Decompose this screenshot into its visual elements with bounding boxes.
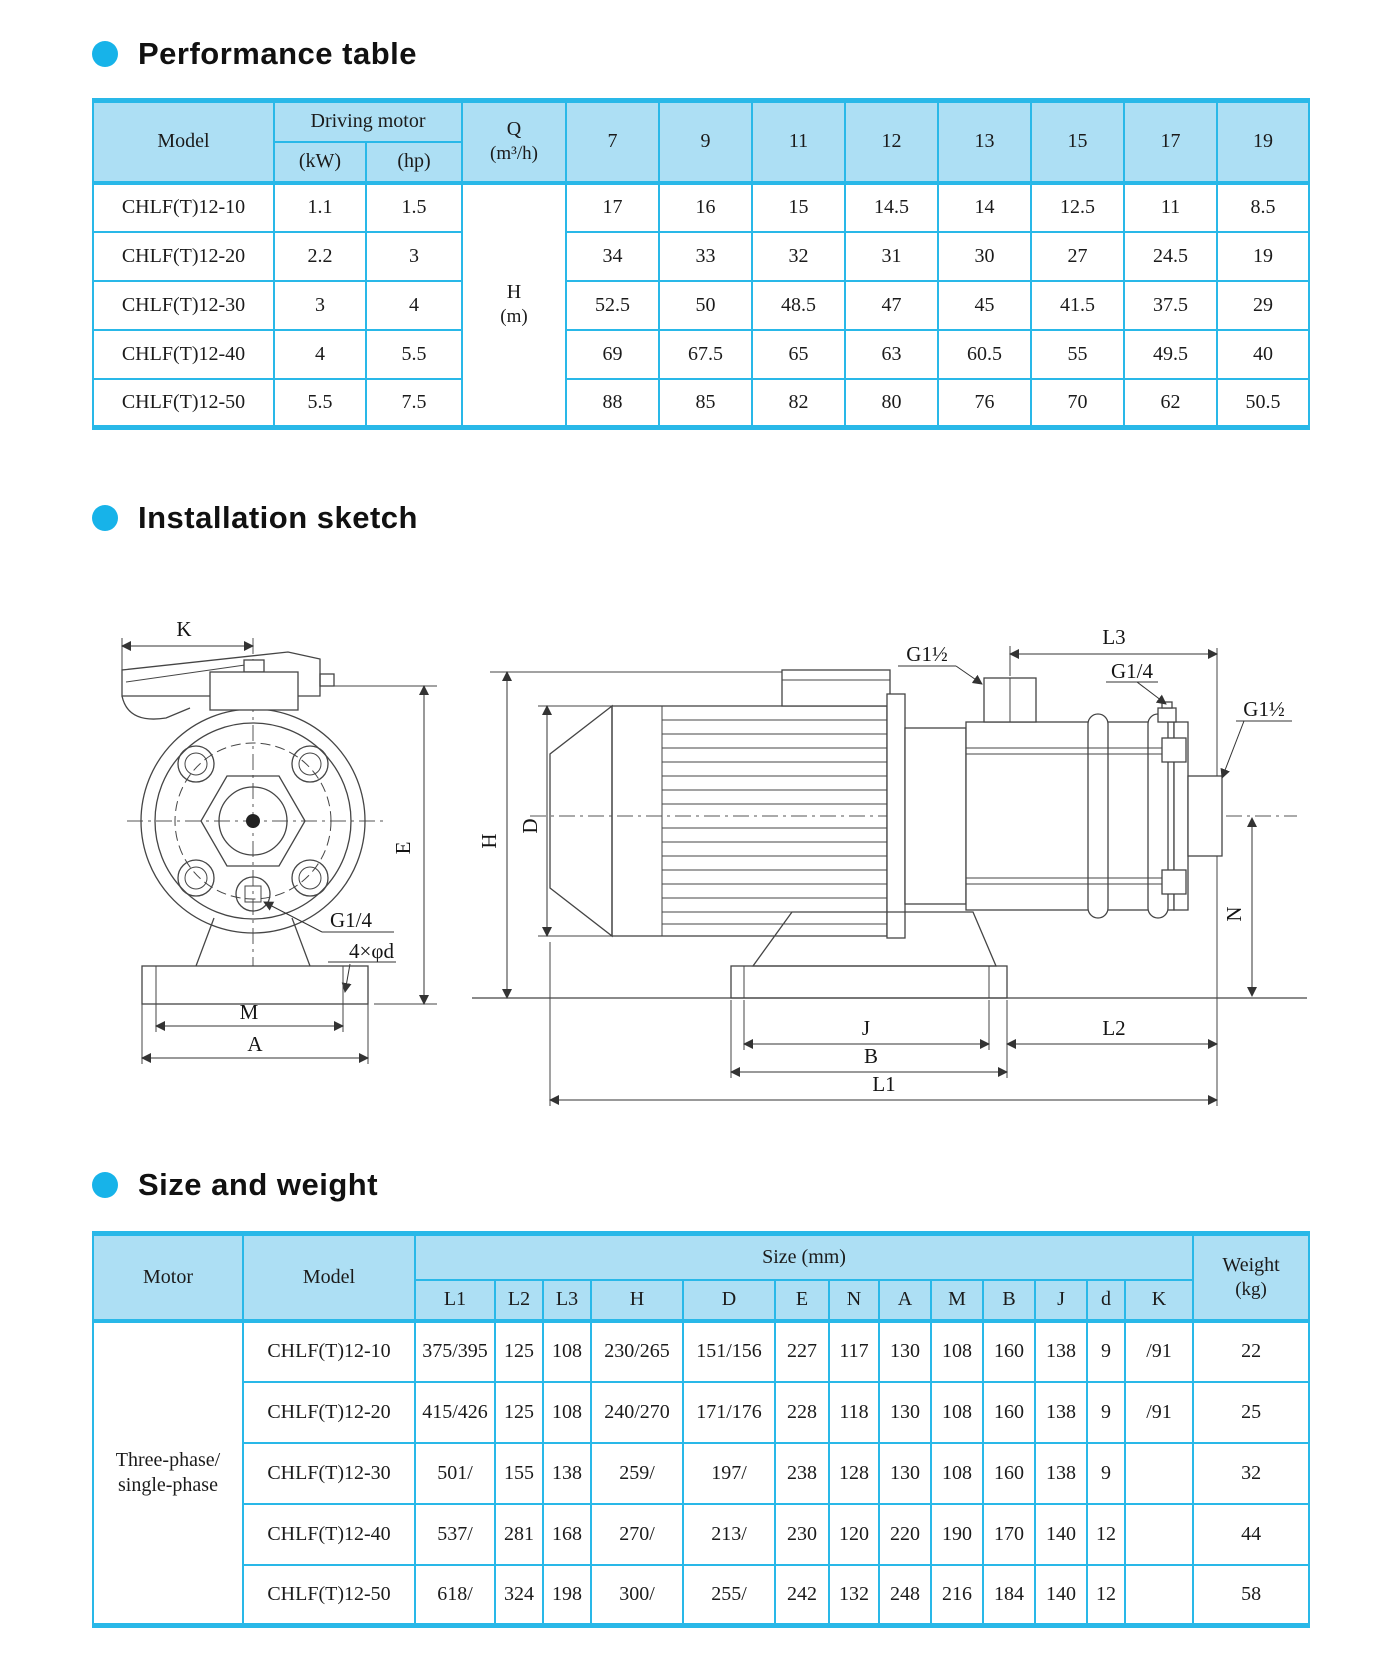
size-cell: 230/265	[591, 1321, 683, 1382]
head-cell: 88	[566, 379, 659, 428]
col-header-weight	[1193, 1234, 1309, 1321]
size-cell: 248	[879, 1565, 931, 1626]
head-cell: 50.5	[1217, 379, 1309, 428]
col-header-motor: Motor	[93, 1234, 243, 1321]
size-cell: 375/395	[415, 1321, 495, 1382]
col-header-flow: 19	[1217, 101, 1309, 183]
size-cell: /91	[1125, 1382, 1193, 1443]
head-cell: 14.5	[845, 183, 938, 232]
kw-cell: 2.2	[274, 232, 366, 281]
head-cell: 60.5	[938, 330, 1031, 379]
size-cell: 238	[775, 1443, 829, 1504]
size-cell: 130	[879, 1321, 931, 1382]
size-cell: 160	[983, 1443, 1035, 1504]
size-cell: 140	[1035, 1565, 1087, 1626]
dim-label-g14-side: G1/4	[1111, 659, 1153, 683]
col-header-flow: 11	[752, 101, 845, 183]
size-cell: 9	[1087, 1382, 1125, 1443]
dim-label-k: K	[176, 617, 192, 641]
dim-label-d: D	[518, 818, 542, 834]
size-cell: 230	[775, 1504, 829, 1565]
size-cell: 108	[931, 1321, 983, 1382]
size-cell	[1125, 1443, 1193, 1504]
size-cell: 130	[879, 1382, 931, 1443]
motor-type-line2: single-phase	[118, 1473, 218, 1496]
size-cell: 138	[1035, 1443, 1087, 1504]
col-header-flow: 17	[1124, 101, 1217, 183]
size-cell: 151/156	[683, 1321, 775, 1382]
dim-label-j: J	[861, 1016, 871, 1040]
col-header-flow: 7	[566, 101, 659, 183]
size-cell: 240/270	[591, 1382, 683, 1443]
size-cell: 120	[829, 1504, 879, 1565]
size-cell: /91	[1125, 1321, 1193, 1382]
col-header-dim: L3	[543, 1280, 591, 1321]
dim-label-outlet-g112: G1½	[1243, 697, 1285, 721]
head-cell: 49.5	[1124, 330, 1217, 379]
head-cell: 17	[566, 183, 659, 232]
col-header-flow: 9	[659, 101, 752, 183]
head-cell: 48.5	[752, 281, 845, 330]
table-row	[93, 1321, 1309, 1382]
size-cell: 125	[495, 1321, 543, 1382]
size-cell: 9	[1087, 1443, 1125, 1504]
col-header-dim: A	[879, 1280, 931, 1321]
model-cell: CHLF(T)12-30	[93, 281, 274, 330]
col-header-dim: H	[591, 1280, 683, 1321]
h-unit: (m)	[500, 306, 528, 328]
model-cell: CHLF(T)12-10	[243, 1321, 415, 1382]
size-cell: 220	[879, 1504, 931, 1565]
dim-label-bolt-holes: 4×φd	[349, 939, 394, 963]
head-unit-cell	[462, 183, 566, 428]
weight-cell: 44	[1193, 1504, 1309, 1565]
col-header-hp: (hp)	[366, 142, 462, 183]
size-cell: 281	[495, 1504, 543, 1565]
kw-cell: 3	[274, 281, 366, 330]
head-cell: 70	[1031, 379, 1124, 428]
size-cell: 138	[1035, 1382, 1087, 1443]
col-header-dim: L1	[415, 1280, 495, 1321]
size-cell: 242	[775, 1565, 829, 1626]
size-cell: 324	[495, 1565, 543, 1626]
weight-cell: 25	[1193, 1382, 1309, 1443]
kw-cell: 4	[274, 330, 366, 379]
head-cell: 33	[659, 232, 752, 281]
weight-cell: 22	[1193, 1321, 1309, 1382]
head-cell: 30	[938, 232, 1031, 281]
size-cell: 228	[775, 1382, 829, 1443]
dim-label-l1: L1	[872, 1072, 896, 1096]
size-cell: 501/	[415, 1443, 495, 1504]
size-cell: 270/	[591, 1504, 683, 1565]
head-cell: 29	[1217, 281, 1309, 330]
head-cell: 65	[752, 330, 845, 379]
head-cell: 11	[1124, 183, 1217, 232]
size-cell: 125	[495, 1382, 543, 1443]
size-cell: 138	[1035, 1321, 1087, 1382]
col-header-q	[462, 101, 566, 183]
bullet-icon	[92, 1172, 118, 1198]
size-cell: 227	[775, 1321, 829, 1382]
size-cell: 300/	[591, 1565, 683, 1626]
col-header-size-mm: Size (mm)	[415, 1234, 1193, 1280]
section-title-performance: Performance table	[138, 36, 417, 71]
dim-label-g14-front: G1/4	[330, 908, 372, 932]
col-header-flow: 15	[1031, 101, 1124, 183]
head-cell: 82	[752, 379, 845, 428]
size-cell: 197/	[683, 1443, 775, 1504]
dim-label-l3: L3	[1102, 625, 1126, 649]
model-cell: CHLF(T)12-50	[93, 379, 274, 428]
table-row	[93, 1382, 1309, 1443]
col-header-dim: B	[983, 1280, 1035, 1321]
model-cell: CHLF(T)12-30	[243, 1443, 415, 1504]
size-cell: 216	[931, 1565, 983, 1626]
size-cell: 108	[543, 1382, 591, 1443]
size-cell: 168	[543, 1504, 591, 1565]
size-cell: 108	[931, 1382, 983, 1443]
size-cell: 138	[543, 1443, 591, 1504]
col-header-flow: 12	[845, 101, 938, 183]
size-cell: 160	[983, 1382, 1035, 1443]
head-cell: 37.5	[1124, 281, 1217, 330]
head-cell: 50	[659, 281, 752, 330]
size-weight-table	[92, 1231, 1310, 1628]
head-cell: 27	[1031, 232, 1124, 281]
head-cell: 63	[845, 330, 938, 379]
table-row	[93, 281, 1309, 330]
head-cell: 12.5	[1031, 183, 1124, 232]
size-cell: 198	[543, 1565, 591, 1626]
head-cell: 76	[938, 379, 1031, 428]
size-cell: 108	[543, 1321, 591, 1382]
table-row	[93, 379, 1309, 428]
col-header-flow: 13	[938, 101, 1031, 183]
installation-sketch-drawing	[92, 566, 1352, 1122]
size-cell: 117	[829, 1321, 879, 1382]
motor-type-line1: Three-phase/	[115, 1448, 221, 1471]
size-cell: 140	[1035, 1504, 1087, 1565]
size-cell: 118	[829, 1382, 879, 1443]
dim-label-l2: L2	[1102, 1016, 1126, 1040]
performance-section-heading	[92, 36, 1400, 72]
size-cell: 160	[983, 1321, 1035, 1382]
head-cell: 62	[1124, 379, 1217, 428]
model-cell: CHLF(T)12-40	[243, 1504, 415, 1565]
size-cell: 255/	[683, 1565, 775, 1626]
head-cell: 69	[566, 330, 659, 379]
size-cell: 213/	[683, 1504, 775, 1565]
model-cell: CHLF(T)12-20	[93, 232, 274, 281]
col-header-kw: (kW)	[274, 142, 366, 183]
size-cell: 132	[829, 1565, 879, 1626]
front-view	[122, 617, 437, 1064]
weight-unit: (kg)	[1235, 1278, 1267, 1300]
motor-type-cell	[93, 1321, 243, 1626]
hp-cell: 5.5	[366, 330, 462, 379]
head-cell: 85	[659, 379, 752, 428]
head-cell: 41.5	[1031, 281, 1124, 330]
performance-table	[92, 98, 1310, 430]
head-cell: 15	[752, 183, 845, 232]
model-cell: CHLF(T)12-20	[243, 1382, 415, 1443]
installation-sketch	[92, 566, 1400, 1127]
size-cell	[1125, 1504, 1193, 1565]
size-cell: 537/	[415, 1504, 495, 1565]
head-cell: 14	[938, 183, 1031, 232]
section-title-installation: Installation sketch	[138, 500, 418, 535]
dim-label-h: H	[477, 833, 501, 849]
size-cell: 170	[983, 1504, 1035, 1565]
col-header-dim: K	[1125, 1280, 1193, 1321]
head-cell: 52.5	[566, 281, 659, 330]
hp-cell: 3	[366, 232, 462, 281]
size-cell: 130	[879, 1443, 931, 1504]
head-cell: 55	[1031, 330, 1124, 379]
model-cell: CHLF(T)12-40	[93, 330, 274, 379]
size-cell: 108	[931, 1443, 983, 1504]
head-cell: 24.5	[1124, 232, 1217, 281]
table-row	[93, 183, 1309, 232]
section-title-size-weight: Size and weight	[138, 1167, 379, 1202]
dim-label-e: E	[391, 841, 415, 855]
size-cell: 190	[931, 1504, 983, 1565]
size-cell: 155	[495, 1443, 543, 1504]
installation-section-heading	[92, 500, 1400, 536]
side-view	[472, 625, 1307, 1106]
col-header-dim: M	[931, 1280, 983, 1321]
dim-label-m: M	[239, 1000, 259, 1024]
bullet-icon	[92, 505, 118, 531]
hp-cell: 7.5	[366, 379, 462, 428]
head-cell: 80	[845, 379, 938, 428]
dim-label-b: B	[863, 1044, 879, 1068]
head-cell: 45	[938, 281, 1031, 330]
head-cell: 47	[845, 281, 938, 330]
size-section-heading	[92, 1167, 1400, 1203]
col-header-dim: L2	[495, 1280, 543, 1321]
model-cell: CHLF(T)12-50	[243, 1565, 415, 1626]
size-cell: 9	[1087, 1321, 1125, 1382]
table-row	[93, 232, 1309, 281]
col-header-dim: E	[775, 1280, 829, 1321]
size-cell: 618/	[415, 1565, 495, 1626]
bullet-icon	[92, 41, 118, 67]
col-header-dim: D	[683, 1280, 775, 1321]
table-row	[93, 1443, 1309, 1504]
head-cell: 67.5	[659, 330, 752, 379]
table-row	[93, 1565, 1309, 1626]
head-cell: 16	[659, 183, 752, 232]
size-cell: 128	[829, 1443, 879, 1504]
dim-label-n: N	[1222, 906, 1246, 922]
dim-label-inlet-g112: G1½	[906, 642, 948, 666]
kw-cell: 1.1	[274, 183, 366, 232]
kw-cell: 5.5	[274, 379, 366, 428]
head-cell: 40	[1217, 330, 1309, 379]
table-row	[93, 330, 1309, 379]
weight-label: Weight	[1222, 1253, 1280, 1276]
model-cell: CHLF(T)12-10	[93, 183, 274, 232]
head-cell: 32	[752, 232, 845, 281]
col-header-dim: d	[1087, 1280, 1125, 1321]
head-cell: 34	[566, 232, 659, 281]
col-header-model: Model	[243, 1234, 415, 1321]
size-cell: 415/426	[415, 1382, 495, 1443]
h-symbol: H	[506, 281, 522, 304]
weight-cell: 32	[1193, 1443, 1309, 1504]
head-cell: 8.5	[1217, 183, 1309, 232]
col-header-dim: N	[829, 1280, 879, 1321]
col-header-dim: J	[1035, 1280, 1087, 1321]
weight-cell: 58	[1193, 1565, 1309, 1626]
size-cell: 259/	[591, 1443, 683, 1504]
size-cell: 12	[1087, 1565, 1125, 1626]
size-cell: 12	[1087, 1504, 1125, 1565]
table-row	[93, 1504, 1309, 1565]
col-header-model: Model	[93, 101, 274, 183]
q-symbol: Q	[506, 118, 522, 141]
size-cell	[1125, 1565, 1193, 1626]
size-cell: 171/176	[683, 1382, 775, 1443]
col-header-driving-motor: Driving motor	[274, 101, 462, 142]
head-cell: 19	[1217, 232, 1309, 281]
dim-label-a: A	[247, 1032, 263, 1056]
size-cell: 184	[983, 1565, 1035, 1626]
hp-cell: 1.5	[366, 183, 462, 232]
head-cell: 31	[845, 232, 938, 281]
q-unit: (m³/h)	[490, 143, 538, 165]
hp-cell: 4	[366, 281, 462, 330]
